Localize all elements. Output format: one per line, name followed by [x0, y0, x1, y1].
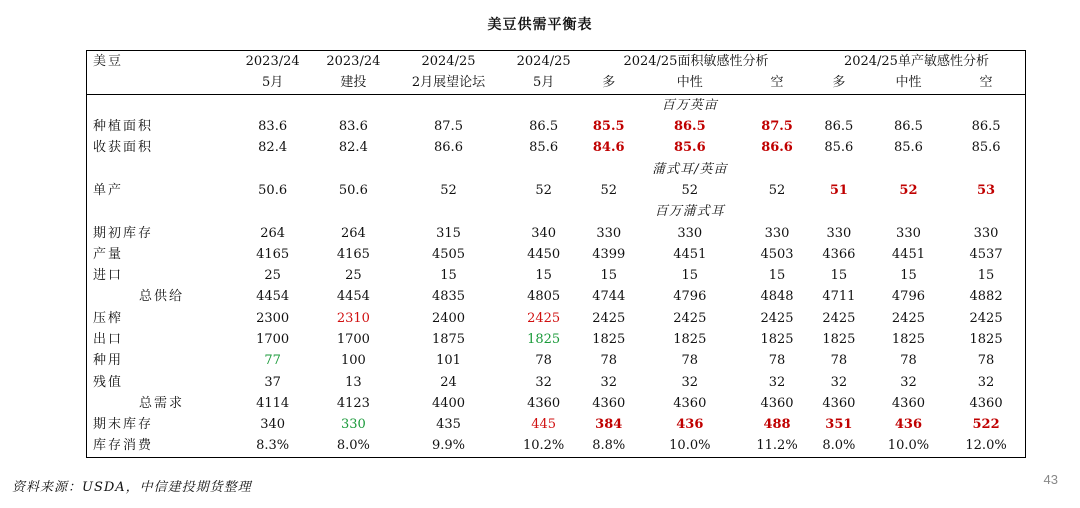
table-cell: 85.6 [673, 140, 706, 156]
table-cell: 32 [947, 371, 1025, 392]
unit-row [87, 201, 1026, 222]
table-cell: 77 [264, 353, 281, 369]
header-cell: 多 [602, 75, 616, 91]
row-label: 收获面积 [87, 137, 233, 158]
table-cell: 1875 [431, 332, 466, 347]
table-cell: 330 [677, 225, 703, 241]
table-cell: 330 [947, 222, 1025, 243]
table-cell: 78 [768, 353, 786, 369]
table-cell: 83.6 [258, 119, 288, 135]
table-cell: 4400 [431, 395, 466, 411]
table-cell: 32 [900, 374, 917, 390]
table-cell: 32 [535, 374, 552, 390]
table-cell: 4503 [760, 246, 794, 262]
table-cell: 78 [830, 353, 848, 369]
table-cell: 4165 [336, 246, 370, 262]
table-cell: 15 [768, 268, 786, 284]
table-cell: 330 [826, 225, 852, 241]
table-cell: 52 [600, 182, 617, 198]
table-cell: 8.3% [232, 435, 313, 457]
table-row [87, 222, 1026, 243]
header-cell: 空 [947, 72, 1025, 94]
header-cell: 5月 [261, 75, 284, 91]
table-cell: 78 [900, 353, 917, 369]
row-label: 进口 [87, 265, 233, 286]
row-label: 产量 [87, 244, 233, 265]
table-cell: 2425 [527, 310, 561, 326]
table-cell: 86.5 [893, 119, 923, 135]
table-cell: 4505 [431, 246, 466, 262]
table-cell: 435 [436, 417, 461, 433]
table-cell: 15 [947, 265, 1025, 286]
table-cell: 11.2% [746, 435, 808, 457]
source-note: 资料来源：USDA，中信建投期货整理 [12, 480, 252, 495]
row-label: 总需求 [87, 393, 233, 414]
table-cell: 264 [340, 225, 366, 241]
table-cell: 2400 [431, 310, 466, 326]
table-cell: 2425 [592, 310, 626, 326]
table-cell: 8.0% [313, 435, 394, 457]
table-cell: 1825 [592, 332, 626, 347]
table-cell: 4451 [673, 246, 707, 262]
table-cell: 436 [676, 417, 704, 433]
table-cell: 4454 [256, 289, 290, 305]
row-label: 种植面积 [87, 116, 233, 137]
table-cell: 52 [899, 182, 918, 198]
table-row [87, 414, 1026, 435]
table-cell: 32 [681, 374, 699, 390]
unit-label: 百万英亩 [633, 94, 746, 116]
table-cell: 2300 [256, 310, 290, 326]
table-cell: 82.4 [338, 140, 368, 156]
table-cell: 4360 [527, 395, 561, 411]
header-row-1 [87, 51, 1026, 73]
table-row [87, 435, 1026, 457]
table-cell: 4366 [822, 246, 856, 262]
header-cell: 2024/25 [394, 51, 504, 73]
table-cell: 78 [535, 353, 552, 369]
table-cell: 330 [596, 225, 622, 241]
table-cell: 8.0% [808, 435, 870, 457]
table-row [87, 244, 1026, 265]
table-cell: 32 [600, 374, 617, 390]
table-cell: 4360 [592, 395, 626, 411]
table-cell: 4882 [947, 286, 1025, 307]
header-cell: 中性 [676, 75, 703, 91]
table-row [87, 265, 1026, 286]
table-cell: 384 [595, 417, 623, 433]
table-cell: 86.5 [947, 116, 1025, 137]
table-cell: 4796 [673, 289, 707, 305]
table-cell: 52 [681, 182, 699, 198]
header-cell: 5月 [532, 75, 555, 91]
header-cell [87, 72, 233, 94]
header-cell: 美豆 [87, 51, 233, 73]
table-cell: 315 [436, 225, 461, 241]
row-label: 压榨 [87, 308, 233, 329]
table-cell: 85.6 [947, 137, 1025, 158]
header-cell: 中性 [895, 75, 922, 91]
table-cell: 78 [681, 353, 699, 369]
header-cell: 2023/24 [232, 51, 313, 73]
table-cell: 85.6 [529, 140, 559, 156]
table-cell: 84.6 [592, 140, 625, 156]
table-cell: 86.5 [529, 119, 559, 135]
table-row [87, 393, 1026, 414]
table-cell: 15 [681, 268, 699, 284]
table-cell: 86.5 [673, 119, 706, 135]
table-cell: 522 [947, 414, 1025, 435]
page-number: 43 [1043, 472, 1058, 487]
table-cell: 340 [260, 417, 286, 433]
table-cell: 52 [440, 182, 457, 198]
table-cell: 330 [896, 225, 921, 241]
table-cell: 4399 [592, 246, 626, 262]
header-cell: 建投 [340, 75, 367, 91]
table-cell: 1700 [256, 332, 290, 347]
table-cell: 87.5 [434, 119, 463, 135]
table-cell: 15 [440, 268, 457, 284]
table-cell: 1825 [822, 332, 856, 347]
table-cell: 13 [345, 374, 362, 390]
table-row [87, 137, 1026, 158]
table-cell: 53 [947, 180, 1025, 201]
table-cell: 4360 [822, 395, 856, 411]
table-cell: 32 [830, 374, 848, 390]
table-cell: 4451 [891, 246, 925, 262]
header-row-2 [87, 72, 1026, 94]
table-cell: 1700 [336, 332, 370, 347]
unit-row [87, 158, 1026, 179]
header-cell: 空 [770, 75, 784, 91]
table-cell: 86.5 [824, 119, 854, 135]
table-cell: 340 [531, 225, 557, 241]
table-cell: 15 [900, 268, 917, 284]
table-cell: 436 [894, 417, 923, 433]
table-cell: 24 [440, 374, 457, 390]
table-cell: 4360 [673, 395, 707, 411]
table-cell: 4454 [336, 289, 370, 305]
row-label: 种用 [87, 350, 233, 371]
header-cell: 2023/24 [313, 51, 394, 73]
table-cell: 32 [768, 374, 786, 390]
unit-row [87, 94, 1026, 116]
table-title: 美豆供需平衡表 [487, 17, 593, 33]
table-cell: 86.6 [761, 140, 793, 156]
table-cell: 4360 [947, 393, 1025, 414]
row-label: 库存消费 [87, 435, 233, 457]
table-cell: 51 [829, 182, 848, 198]
table-cell: 2310 [336, 310, 370, 326]
table-cell: 2425 [822, 310, 856, 326]
table-cell: 330 [340, 417, 366, 433]
table-row [87, 308, 1026, 329]
table-cell: 1825 [891, 332, 925, 347]
table-cell: 4114 [256, 395, 290, 411]
table-row [87, 371, 1026, 392]
table-cell: 4711 [822, 289, 856, 305]
table-cell: 2425 [673, 310, 707, 326]
table-cell: 78 [600, 353, 617, 369]
table-cell: 1825 [527, 332, 561, 347]
table-cell: 4360 [760, 395, 794, 411]
table-cell: 25 [345, 268, 362, 284]
table-cell: 85.5 [592, 119, 625, 135]
table-cell: 264 [260, 225, 286, 241]
table-cell: 15 [600, 268, 617, 284]
table-row [87, 180, 1026, 201]
table-cell: 15 [535, 268, 552, 284]
header-cell: 2024/25面积敏感性分析 [584, 51, 808, 73]
table-cell: 330 [764, 225, 790, 241]
table-cell: 4805 [527, 289, 561, 305]
table-cell: 4450 [527, 246, 561, 262]
row-label: 单产 [87, 180, 233, 201]
table-cell: 52 [535, 182, 552, 198]
table-cell: 4848 [760, 289, 794, 305]
table-cell: 82.4 [258, 140, 288, 156]
table-cell: 4796 [891, 289, 925, 305]
table-cell: 78 [947, 350, 1025, 371]
soybean-balance-table [86, 50, 1026, 458]
table-cell: 37 [264, 374, 281, 390]
table-cell: 4537 [947, 244, 1025, 265]
table-cell: 85.6 [824, 140, 854, 156]
header-cell: 2024/25 [503, 51, 584, 73]
header-cell: 2月展望论坛 [411, 75, 486, 91]
table-cell: 86.6 [434, 140, 463, 156]
table-cell: 1825 [673, 332, 707, 347]
table-row [87, 116, 1026, 137]
table-cell: 50.6 [338, 182, 368, 198]
table-cell: 83.6 [338, 119, 368, 135]
header-cell: 多 [832, 75, 846, 91]
table-row [87, 350, 1026, 371]
table-cell: 351 [825, 417, 853, 433]
table-cell: 50.6 [258, 182, 288, 198]
table-cell: 10.0% [633, 435, 746, 457]
table-cell: 445 [531, 417, 557, 433]
table-cell: 4744 [592, 289, 626, 305]
table-cell: 2425 [947, 308, 1025, 329]
table-cell: 4165 [256, 246, 290, 262]
table-cell: 4123 [336, 395, 370, 411]
table-cell: 25 [264, 268, 281, 284]
row-label: 总供给 [87, 286, 233, 307]
table-cell: 9.9% [394, 435, 504, 457]
table-cell: 87.5 [761, 119, 793, 135]
row-label: 期初库存 [87, 222, 233, 243]
row-label: 期末库存 [87, 414, 233, 435]
table-cell: 10.2% [503, 435, 584, 457]
table-cell: 10.0% [870, 435, 947, 457]
table-cell: 52 [768, 182, 786, 198]
row-label: 残值 [87, 371, 233, 392]
table-cell: 1825 [947, 329, 1025, 350]
table-cell: 4835 [431, 289, 466, 305]
table-row [87, 329, 1026, 350]
table-cell: 2425 [760, 310, 794, 326]
table-cell: 100 [340, 353, 366, 369]
table-cell: 8.8% [584, 435, 633, 457]
table-cell: 15 [830, 268, 848, 284]
header-cell: 2024/25单产敏感性分析 [808, 51, 1026, 73]
unit-label: 蒲式耳/英亩 [652, 161, 728, 177]
unit-label: 百万蒲式耳 [654, 204, 725, 220]
table-cell: 4360 [891, 395, 925, 411]
table-cell: 85.6 [893, 140, 923, 156]
table-cell: 488 [763, 417, 791, 433]
table-cell: 2425 [891, 310, 925, 326]
table-row [87, 286, 1026, 307]
table-cell: 1825 [760, 332, 794, 347]
table-cell: 12.0% [947, 435, 1025, 457]
row-label: 出口 [87, 329, 233, 350]
table-cell: 101 [436, 353, 461, 369]
